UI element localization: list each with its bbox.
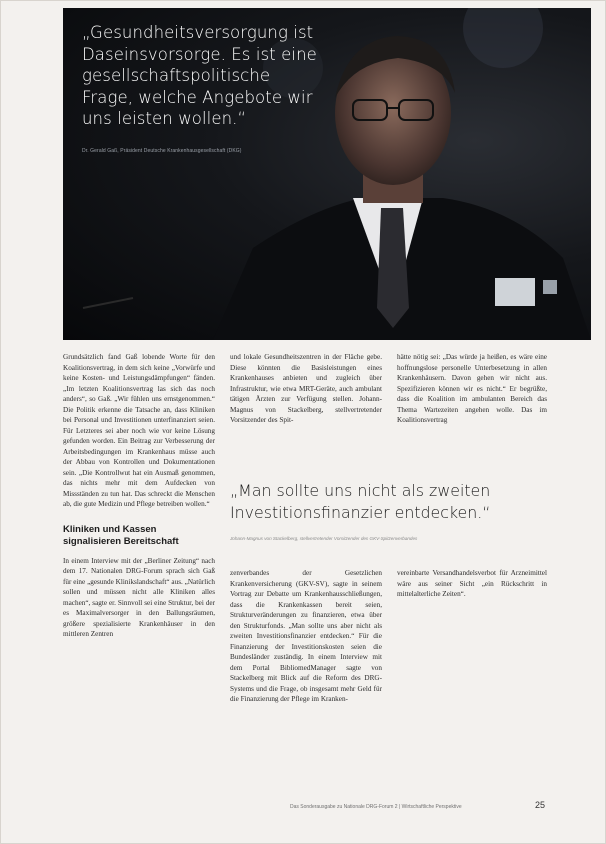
column-2-top	[230, 352, 382, 426]
column-1	[63, 352, 215, 640]
column-1-paragraph-1: Grundsätzlich fand Gaß lobende Worte für den Koalitionsvertrag, in dem sich keine „Vorwürfe und keine Kosten- und Leistungsdämpfungen“ fänden. „Im letzten Koalitionsvertrag las sich das noch anders“, so Gaß. „Wir fühlen uns ernstgenommen.“ Die Politik erkenne die Tatsache an, dass Kliniken bei Personal und Investitionen unterfinanziert seien. Für Letzteres sei aber noch wie vor keine Lösung gefunden worden. Ein Beitrag zur Verbesserung der Arbeitsbedingungen im Krankenhaus müsse auch der Abbau von Kontrollen und Dokumentationen sein. „Die Kontrollwut hat ein Ausmaß genommen, das nichts mehr mit dem Aufdecken von Missständen zu tun hat. Das schreckt die Menschen ab, die gute Medizin und Pflege betreiben wollen.“	[63, 353, 215, 508]
column-3-bottom	[397, 568, 547, 600]
photo-quote-caption: Dr. Gerald Gaß, Präsident Deutsche Krankenhausgesellschaft (DKG)	[82, 148, 242, 154]
pull-quote-caption: Johann-Magnus von Stackelberg, stellvertretender Vorsitzender des GKV-Spitzenverbandes	[230, 536, 418, 541]
column-3-top	[397, 352, 547, 426]
page-footer: Das Sonderausgabe zu Nationale DRG-Forum 2 | Wirtschaftliche Perspektive	[290, 804, 462, 810]
column-3-top-paragraph: hätte nötig sei: „Das würde ja heißen, es wäre eine hoffnungslose personelle Unterbesetzung in allen Krankenhäusern. Davon gehen wir nicht aus. Spezifizieren können wir es nicht.“ Er begrüßte, dass die Koalition im ambulanten Bereich das Thema Wartezeiten angehen wolle. Das im Koalitionsvertrag	[397, 353, 547, 424]
page-number: 25	[535, 800, 546, 810]
column-2-top-paragraph: und lokale Gesundheitszentren in der Fläche gebe. Diese könnten die Basisleistungen eines Krankenhauses anbieten und zugleich über Infrastruktur, wie etwa MRT-Geräte, auch ambulant tätigen Ärzten zur Verfügung stellen. Johann-Magnus von Stackelberg, stellvertretender Vorsitzender des Spit-	[230, 353, 382, 424]
photo-quote: „Gesundheitsversorgung ist Daseinsvorsorge. Es ist eine gesellschaftspolitische Frage, welche Angebote wir uns leisten wollen.“	[82, 23, 317, 128]
pull-quote: „Man sollte uns nicht als zweiten Investitionsfinanzier entdecken.“	[230, 481, 491, 522]
column-2-bottom	[230, 568, 382, 705]
column-3-bottom-paragraph: vereinbarte Versandhandelsverbot für Arzneimittel wäre aus seiner Sicht „ein Rückschritt in mittelalterliche Zeiten“.	[397, 569, 547, 598]
column-1-paragraph-2: In einem Interview mit der „Berliner Zeitung“ nach dem 17. Nationalen DRG-Forum sprach sich Gaß für eine „gesunde Klinikslandschaft“ aus. „Natürlich sollen und müssen nicht alle Kliniken alles machen“, sagte er. Sinnvoll sei eine Struktur, bei der es Maximalversorger in den Ballungsräumen, größere spezialisierte Krankenhäuser in den mittleren Zentren	[63, 556, 215, 638]
column-1-subheading: Kliniken und Kassen signalisieren Bereitschaft	[63, 523, 179, 547]
column-2-bottom-paragraph: zenverbandes der Gesetzlichen Krankenversicherung (GKV-SV), sagte in seinem Vortrag zur Debatte um Krankenhausschließungen, dass die Krankenkassen bereit seien, Strukturveränderungen zu finanzieren, etwa über den Strukturfonds. „Man sollte uns aber nicht als zweiten Investitionsfinanzier entdecken.“ Für die Finanzierung der Investitionskosten seien die Bundesländer zuständig. In einem Interview mit dem Portal BibliomedManager sagte von Stackelberg mit Blick auf die Reform des DRG-Systems und die Frage, ob insgesamt mehr Geld für die Finanzierung der Pflege im Kranken-	[230, 569, 382, 703]
